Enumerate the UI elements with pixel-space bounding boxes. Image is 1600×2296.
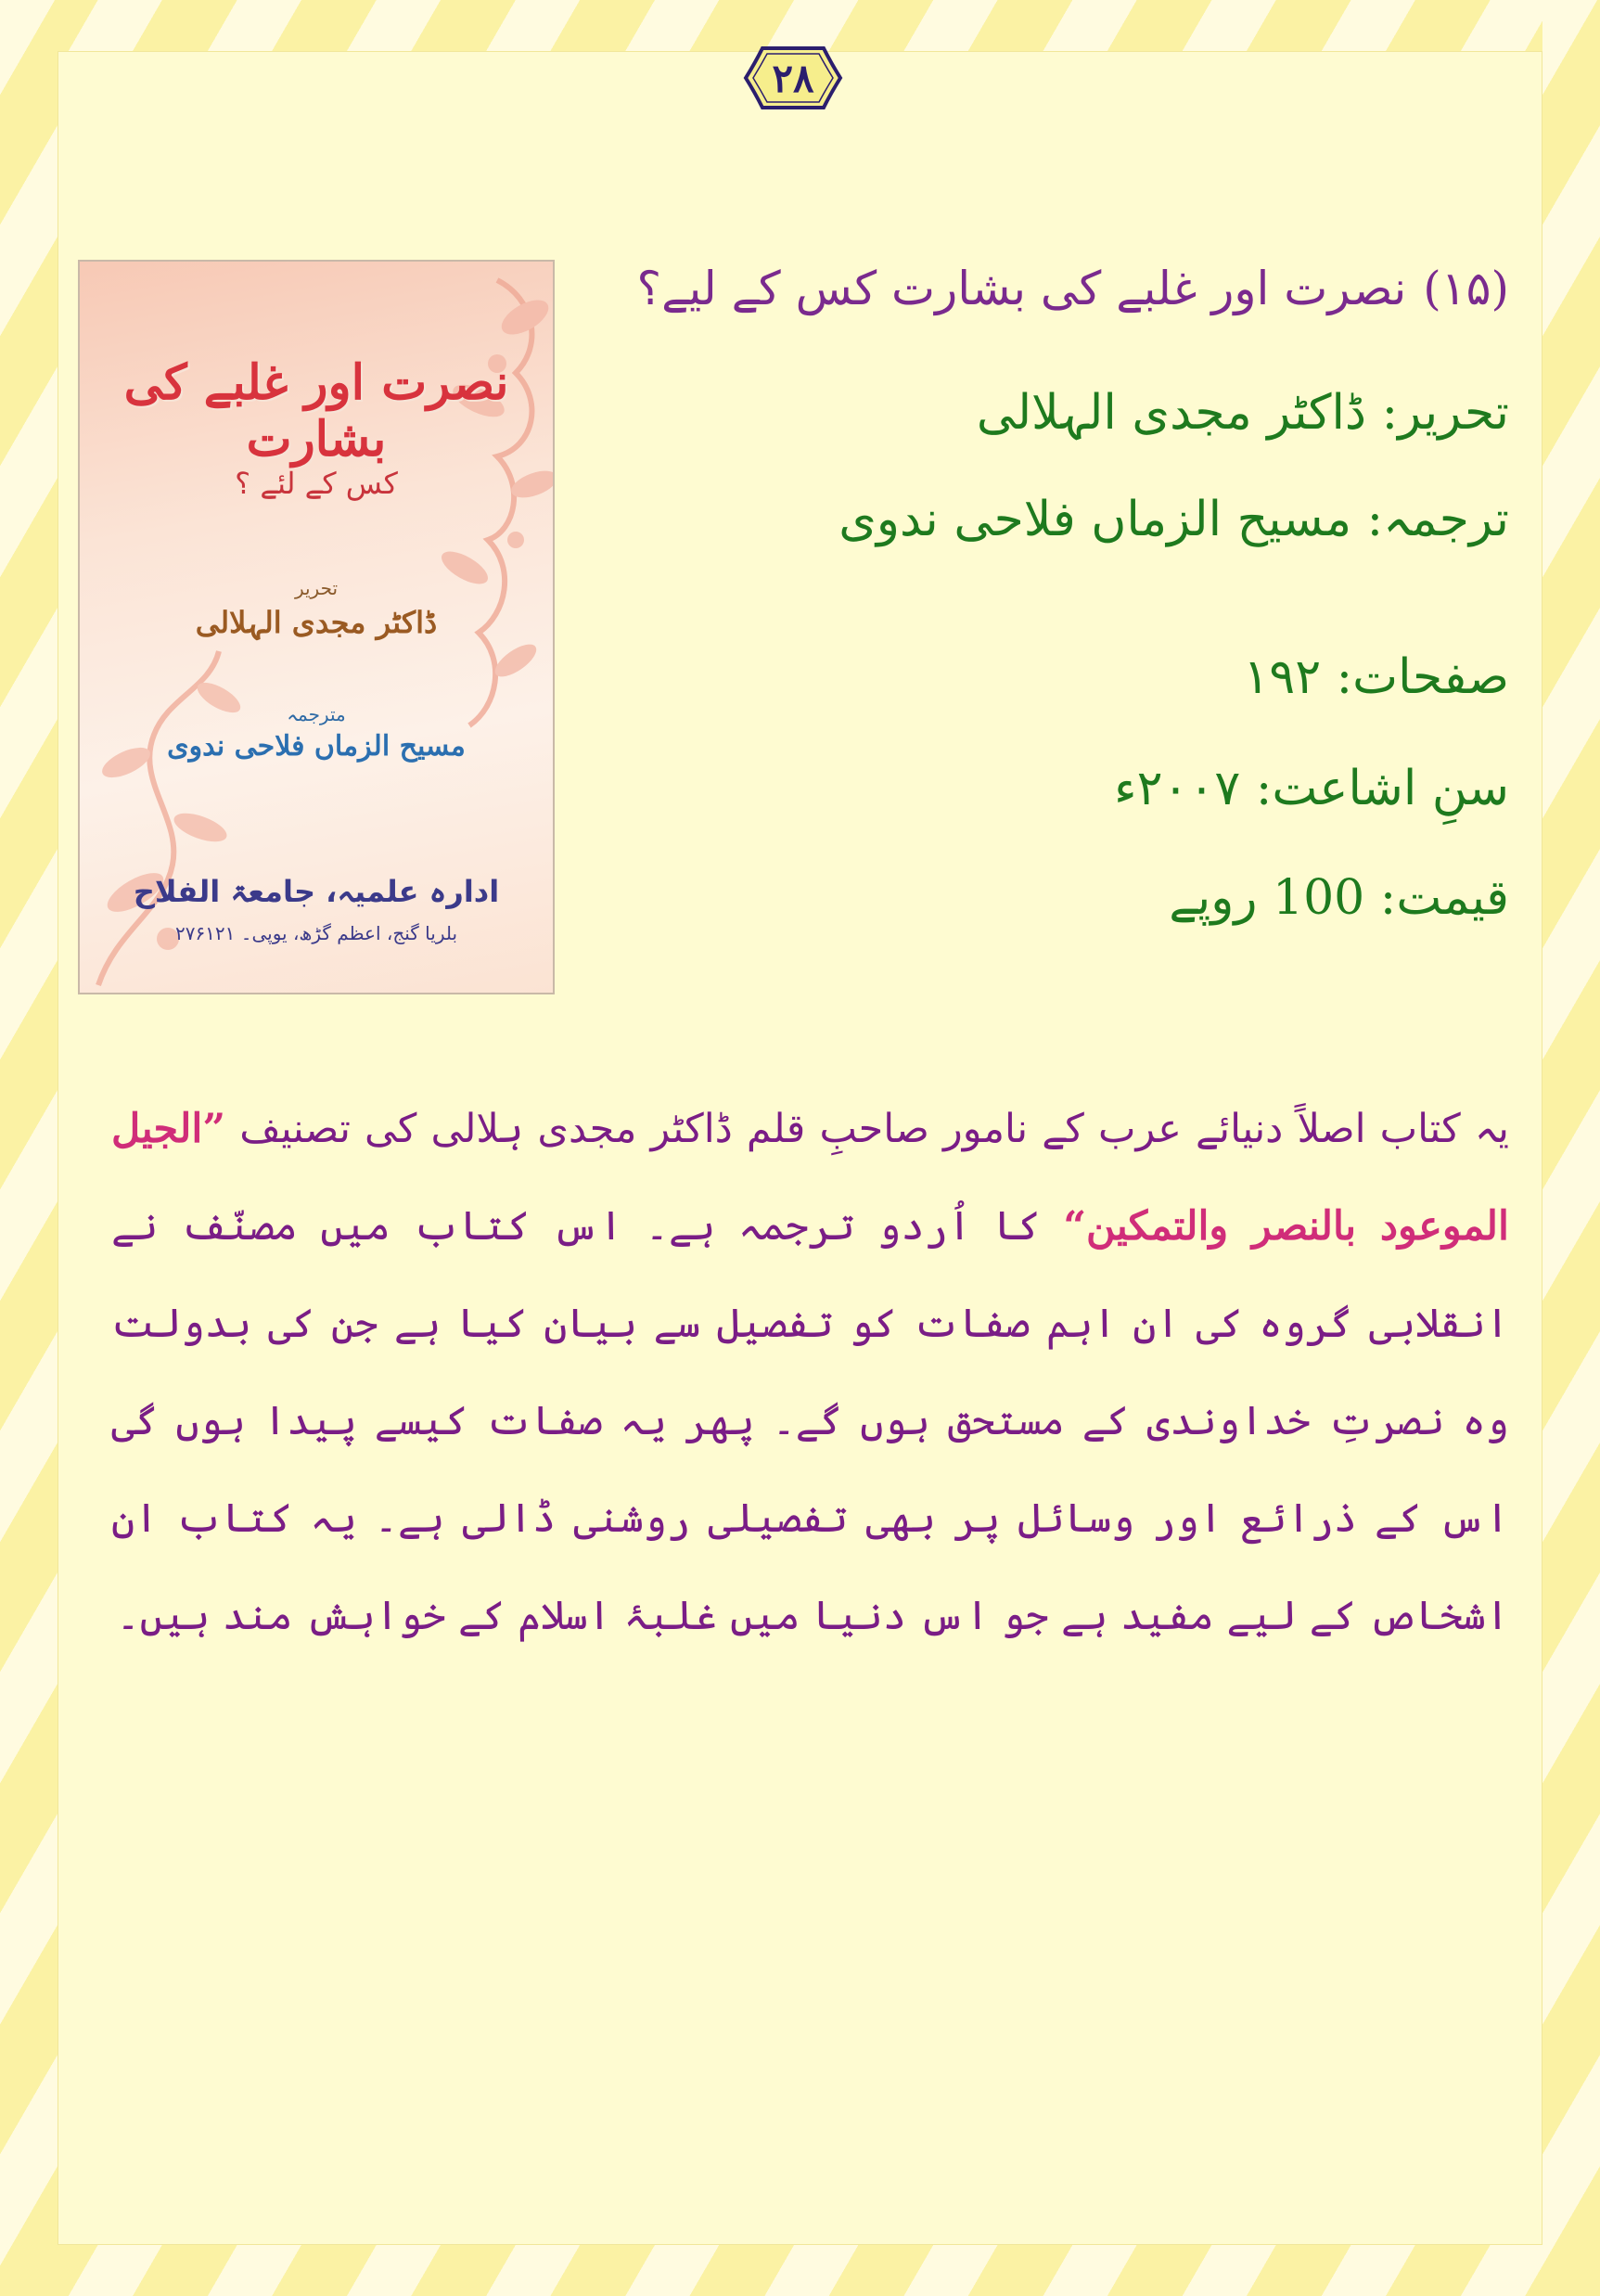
- cover-author-label: تحریر: [294, 577, 339, 599]
- description-text-2: کا اُردو ترجمہ ہے۔ اس کتاب میں مصنّف نے انقلابی گروہ کی ان اہم صفات کو تفصیل سے بیان کیا ہے جن کی بدولت وہ نصرتِ خداوندی کے مستحق ہوں گے۔ پھر یہ صفات کیسے پیدا ہوں گی اس کے ذرائع اور وسائل پر بھی تفصیلی روشنی ڈالی ہے۔ یہ کتاب ان اشخاص کے لیے مفید ہے جو اس دنیا میں غلبۂ اسلام کے خواہش مند ہیں۔: [111, 1203, 1509, 1639]
- page-frame-left: [0, 0, 58, 2296]
- book-price: قیمت: 100 روپے: [1169, 870, 1509, 926]
- cover-address: بلریا گنج، اعظم گڑھ، یوپی۔ ۲۷۶۱۲۱: [174, 922, 458, 944]
- book-title-heading: [637, 262, 1509, 315]
- book-description: [111, 1081, 1509, 1665]
- book-title: نصرت اور غلبے کی بشارت کس کے لیے؟: [636, 262, 1407, 315]
- cover-subtitle: کس کے لئے ؟: [235, 466, 398, 501]
- book-number: (۱۵): [1423, 262, 1509, 315]
- page-number: ۲۸: [772, 55, 814, 101]
- book-pages: صفحات: ۱۹۲: [1243, 649, 1509, 705]
- cover-translator: مسیح الزماں فلاحی ندوی: [167, 730, 466, 763]
- description-text-1: یہ کتاب اصلاً دنیائے عرب کے نامور صاحبِ قلم ڈاکٹر مجدی ہلالی کی تصنیف: [225, 1106, 1509, 1152]
- cover-translator-label: مترجمہ: [287, 703, 346, 725]
- cover-publisher: ادارہ علمیہ، جامعۃ الفلاح: [133, 874, 500, 909]
- page-frame-bottom: [0, 2245, 1600, 2296]
- cover-title: نصرت اور غلبے کی بشارت: [123, 354, 509, 468]
- page-number-badge: [742, 45, 844, 111]
- book-cover-image: [78, 260, 555, 994]
- book-author: تحریر: ڈاکٹر مجدی الہلالی: [976, 385, 1509, 441]
- page-frame-top: [0, 0, 1600, 51]
- book-translator: ترجمہ: مسیح الزماں فلاحی ندوی: [838, 492, 1509, 547]
- original-arabic-title: ”الجیل الموعود بالنصر والتمکین“: [111, 1106, 1509, 1250]
- page-frame-right: [1542, 0, 1600, 2296]
- cover-author: ڈاکٹر مجدی الہلالی: [195, 605, 438, 640]
- book-year: سنِ اشاعت: ۲۰۰۷ء: [1114, 761, 1509, 816]
